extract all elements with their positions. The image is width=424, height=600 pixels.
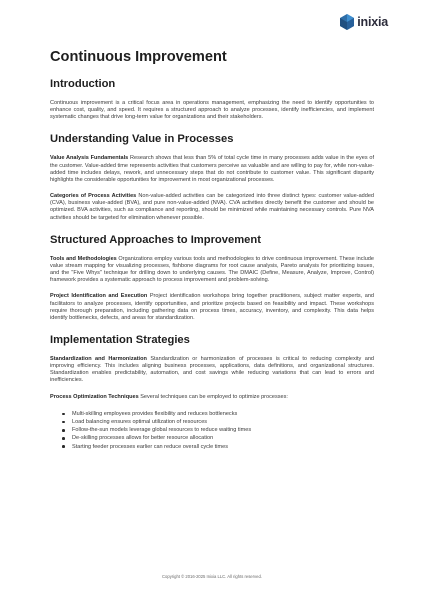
paragraph: Categories of Process Activities Non-value-added activities can be categorized into three distinct types: customer value-added (CVA), business value-added (BVA), and pure non-value-added (NVA). CVA activities directly benefit the customer and should be optimized. BVA activities, such as compliance and reporting, should be minimized while maintaining necessary controls. Pure NVA activities should be targeted for elimination whenever possible.: [50, 193, 374, 221]
paragraph: Continuous improvement is a critical focus area in operations management, emphasizing the need to identify opportunities to enhance cost, quality, and speed. It requires a structured approach to analyze processes, identify inefficiencies, and implement systematic changes that drive long-term value for organizations and their stakeholders.: [50, 100, 374, 121]
section-heading-introduction: Introduction: [50, 78, 116, 90]
list-item: Follow-the-sun models leverage global resources to reduce waiting times: [62, 426, 374, 434]
bullet-list: [50, 410, 374, 451]
brand-logo: [340, 14, 388, 30]
bullet-icon: [62, 445, 65, 448]
list-item: Starting feeder processes earlier can reduce overall cycle times: [62, 443, 374, 451]
paragraph: Standardization and Harmonization Standardization or harmonization of processes is critical to reducing complexity and improving efficiency. This includes aligning business processes, applications, data definitions, and organizational structures. Standardization enables predictability, automation, and cost savings while reducing variations that can lead to errors and inefficiencies.: [50, 355, 374, 384]
page-footer: Copyright © 2016-2025 Inixia LLC. All rights reserved.: [162, 574, 262, 579]
paragraph-lead: Categories of Process Activities: [50, 193, 137, 200]
list-item: Multi-skilling employees provides flexibility and reduces bottlenecks: [62, 410, 374, 418]
paragraph-lead: Standardization and Harmonization: [50, 355, 147, 362]
paragraph: Tools and Methodologies Organizations employ various tools and methodologies to drive continuous improvement. These include value stream mapping for visualizing processes, fishbone diagrams for root cause analysis, Pareto analysis for prioritizing issues, and the "Five Whys" technique for drilling down to underlying causes. The DMAIC (Define, Measure, Analyze, Improve, Control) framework provides a systematic approach to process improvement and problem-solving.: [50, 255, 374, 284]
bullet-icon: [62, 413, 65, 416]
paragraph-lead: Process Optimization Techniques: [50, 393, 139, 400]
paragraph: Project Identification and Execution Project identification workshops bring together practitioners, subject matter experts, and facilitators to analyze processes, identify opportunities, and prioritize projects based on feasibility and impact. These workshops require thorough preparation, including gathering data on process times, accuracy, inventory, and complexity. This data helps identify bottlenecks, defects, and areas for standardization.: [50, 293, 374, 321]
list-item: Load balancing ensures optimal utilization of resources: [62, 418, 374, 426]
paragraph: Process Optimization Techniques Several techniques can be employed to optimize processes:: [50, 393, 288, 400]
paragraph-lead: Value Analysis Fundamentals: [50, 155, 129, 162]
paragraph: Value Analysis Fundamentals Research shows that less than 5% of total cycle time in many processes adds value in the eyes of the customer. Value-added time represents activities that customers perceive as valuable and are willing to pay for, while non-value-added time includes delays, rework, and unnecessary steps that do not contribute to customer value. This significant disparity highlights the considerable opportunities for improvement in most organizational processes.: [50, 155, 374, 183]
page-title: Continuous Improvement: [50, 49, 227, 65]
section-heading-understanding-value: Understanding Value in Processes: [50, 133, 234, 146]
paragraph-lead: Tools and Methodologies: [50, 255, 117, 262]
document-body: [50, 49, 374, 451]
bullet-icon: [62, 429, 65, 432]
bullet-icon: [62, 437, 65, 440]
paragraph-lead: Project Identification and Execution: [50, 293, 148, 300]
bullet-icon: [62, 421, 65, 424]
section-heading-implementation-strategies: Implementation Strategies: [50, 333, 190, 346]
inixia-logo-icon: [340, 14, 354, 30]
section-heading-structured-approaches: Structured Approaches to Improvement: [50, 233, 261, 246]
logo-text: inixia: [357, 15, 388, 29]
list-item: De-skilling processes allows for better resource allocation: [62, 434, 374, 442]
